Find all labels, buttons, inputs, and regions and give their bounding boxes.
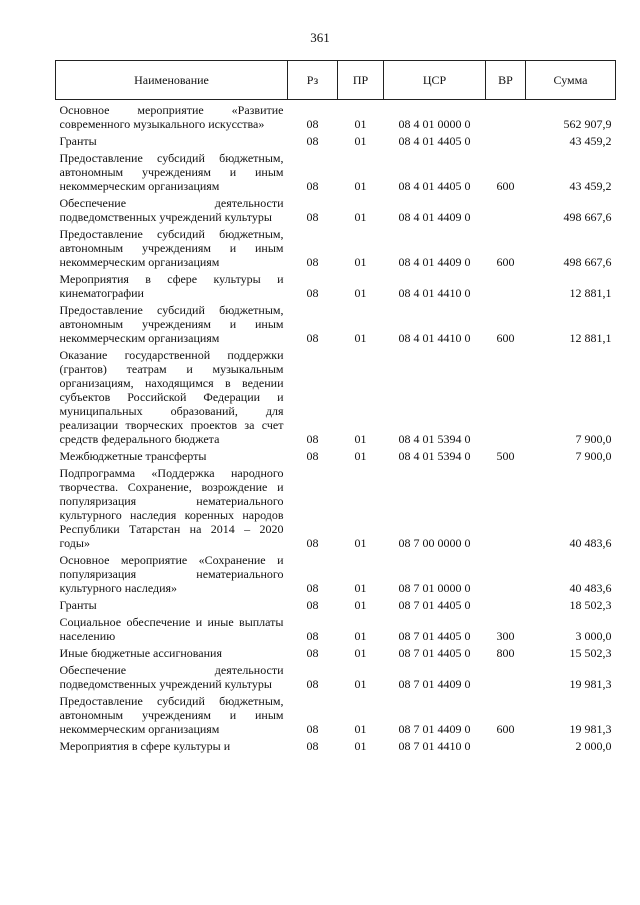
row-sum: 40 483,6 xyxy=(569,536,612,550)
row-csr: 08 4 01 4410 0 xyxy=(398,331,471,345)
row-vr xyxy=(486,738,526,755)
row-rz: 08 xyxy=(306,646,319,660)
row-pr: 01 xyxy=(354,331,367,345)
row-pr: 01 xyxy=(354,255,367,269)
row-name: Обеспечение деятельности подведомственных учреждений культуры xyxy=(59,663,284,691)
table-row xyxy=(56,645,616,662)
table-row xyxy=(56,347,616,448)
table-row xyxy=(56,302,616,347)
row-vr xyxy=(486,133,526,150)
row-name: Мероприятия в сфере культуры и xyxy=(59,739,231,753)
row-vr: 600 xyxy=(496,722,515,736)
table-row xyxy=(56,150,616,195)
row-name: Предоставление субсидий бюджетным, автономным учреждениям и иным некоммерческим организациям xyxy=(59,227,284,269)
row-vr: 600 xyxy=(496,255,515,269)
row-rz: 08 xyxy=(306,739,319,753)
row-csr: 08 7 01 4410 0 xyxy=(398,739,471,753)
header-vr: ВР xyxy=(486,61,526,100)
row-pr: 01 xyxy=(354,722,367,736)
row-sum: 12 881,1 xyxy=(569,331,612,345)
row-rz: 08 xyxy=(306,179,319,193)
row-name: Оказание государственной поддержки (грантов) театрам и музыкальным организациям, находящимся в ведении субъектов Российской Федерации и муниципальных образований, для реализации творческих проектов за счет средств федерального бюджета xyxy=(59,348,284,446)
table-row xyxy=(56,597,616,614)
row-sum: 2 000,0 xyxy=(575,739,612,753)
row-csr: 08 7 01 4409 0 xyxy=(398,722,471,736)
row-name: Гранты xyxy=(59,134,97,148)
row-vr: 800 xyxy=(496,646,515,660)
row-rz: 08 xyxy=(306,331,319,345)
row-csr: 08 4 01 0000 0 xyxy=(398,117,471,131)
row-sum: 43 459,2 xyxy=(569,179,612,193)
row-name: Предоставление субсидий бюджетным, автономным учреждениям и иным некоммерческим организациям xyxy=(59,694,284,736)
row-rz: 08 xyxy=(306,210,319,224)
row-pr: 01 xyxy=(354,179,367,193)
row-rz: 08 xyxy=(306,536,319,550)
row-csr: 08 7 01 4405 0 xyxy=(398,598,471,612)
row-name: Мероприятия в сфере культуры и кинематографии xyxy=(59,272,284,300)
row-vr: 600 xyxy=(496,179,515,193)
row-sum: 19 981,3 xyxy=(569,722,612,736)
row-pr: 01 xyxy=(354,210,367,224)
row-name: Предоставление субсидий бюджетным, автономным учреждениям и иным некоммерческим организациям xyxy=(59,303,284,345)
table-row xyxy=(56,552,616,597)
table-row xyxy=(56,100,616,134)
row-sum: 18 502,3 xyxy=(569,598,612,612)
row-csr: 08 4 01 4410 0 xyxy=(398,286,471,300)
row-name: Иные бюджетные ассигнования xyxy=(59,646,222,660)
row-rz: 08 xyxy=(306,598,319,612)
header-csr: ЦСР xyxy=(384,61,486,100)
row-csr: 08 7 01 0000 0 xyxy=(398,581,471,595)
row-rz: 08 xyxy=(306,722,319,736)
row-vr xyxy=(486,597,526,614)
row-csr: 08 4 01 5394 0 xyxy=(398,449,471,463)
row-csr: 08 7 01 4405 0 xyxy=(398,629,471,643)
row-vr xyxy=(486,100,526,134)
row-sum: 7 900,0 xyxy=(575,449,612,463)
row-pr: 01 xyxy=(354,536,367,550)
row-vr: 600 xyxy=(496,331,515,345)
row-name: Социальное обеспечение и иные выплаты населению xyxy=(59,615,284,643)
row-vr: 300 xyxy=(496,629,515,643)
row-rz: 08 xyxy=(306,286,319,300)
row-vr xyxy=(486,347,526,448)
row-csr: 08 4 01 4405 0 xyxy=(398,179,471,193)
row-rz: 08 xyxy=(306,134,319,148)
budget-table xyxy=(55,60,616,755)
row-rz: 08 xyxy=(306,629,319,643)
row-pr: 01 xyxy=(354,581,367,595)
row-sum: 40 483,6 xyxy=(569,581,612,595)
row-sum: 19 981,3 xyxy=(569,677,612,691)
table-row xyxy=(56,133,616,150)
row-rz: 08 xyxy=(306,581,319,595)
row-pr: 01 xyxy=(354,629,367,643)
row-name: Гранты xyxy=(59,598,97,612)
row-pr: 01 xyxy=(354,449,367,463)
row-pr: 01 xyxy=(354,646,367,660)
row-vr xyxy=(486,271,526,302)
table-header-row xyxy=(56,61,616,100)
row-name: Подпрограмма «Поддержка народного творчества. Сохранение, возрождение и популяризация нематериального культурного наследия коренных народов Республики Татарстан на 2014 – 2020 годы» xyxy=(59,466,284,550)
row-rz: 08 xyxy=(306,449,319,463)
row-vr xyxy=(486,552,526,597)
table-row xyxy=(56,195,616,226)
table-row xyxy=(56,271,616,302)
row-sum: 498 667,6 xyxy=(563,255,612,269)
row-pr: 01 xyxy=(354,739,367,753)
header-sum: Сумма xyxy=(526,61,616,100)
table-row xyxy=(56,738,616,755)
row-sum: 3 000,0 xyxy=(575,629,612,643)
row-rz: 08 xyxy=(306,432,319,446)
row-rz: 08 xyxy=(306,117,319,131)
table-row xyxy=(56,693,616,738)
row-vr: 500 xyxy=(496,449,515,463)
row-csr: 08 4 01 4409 0 xyxy=(398,255,471,269)
row-csr: 08 4 01 4409 0 xyxy=(398,210,471,224)
row-pr: 01 xyxy=(354,134,367,148)
row-sum: 12 881,1 xyxy=(569,286,612,300)
row-csr: 08 4 01 5394 0 xyxy=(398,432,471,446)
header-rz: Рз xyxy=(288,61,338,100)
page-number: 361 xyxy=(310,30,330,45)
row-pr: 01 xyxy=(354,117,367,131)
row-csr: 08 4 01 4405 0 xyxy=(398,134,471,148)
row-vr xyxy=(486,195,526,226)
row-name: Основное мероприятие «Развитие современного музыкального искусства» xyxy=(59,103,284,131)
row-pr: 01 xyxy=(354,677,367,691)
row-pr: 01 xyxy=(354,598,367,612)
row-pr: 01 xyxy=(354,286,367,300)
row-sum: 562 907,9 xyxy=(563,117,612,131)
row-name: Обеспечение деятельности подведомственных учреждений культуры xyxy=(59,196,284,224)
table-row xyxy=(56,465,616,552)
row-csr: 08 7 00 0000 0 xyxy=(398,536,471,550)
table-row xyxy=(56,448,616,465)
table-row xyxy=(56,226,616,271)
row-pr: 01 xyxy=(354,432,367,446)
table-row xyxy=(56,662,616,693)
row-name: Основное мероприятие «Сохранение и популяризация нематериального культурного наследия» xyxy=(59,553,284,595)
row-name: Предоставление субсидий бюджетным, автономным учреждениям и иным некоммерческим организациям xyxy=(59,151,284,193)
row-csr: 08 7 01 4409 0 xyxy=(398,677,471,691)
row-csr: 08 7 01 4405 0 xyxy=(398,646,471,660)
row-vr xyxy=(486,465,526,552)
row-rz: 08 xyxy=(306,677,319,691)
row-name: Межбюджетные трансферты xyxy=(59,449,207,463)
row-rz: 08 xyxy=(306,255,319,269)
row-vr xyxy=(486,662,526,693)
row-sum: 43 459,2 xyxy=(569,134,612,148)
row-sum: 498 667,6 xyxy=(563,210,612,224)
table-row xyxy=(56,614,616,645)
header-name: Наименование xyxy=(56,61,288,100)
row-sum: 15 502,3 xyxy=(569,646,612,660)
header-pr: ПР xyxy=(338,61,384,100)
row-sum: 7 900,0 xyxy=(575,432,612,446)
